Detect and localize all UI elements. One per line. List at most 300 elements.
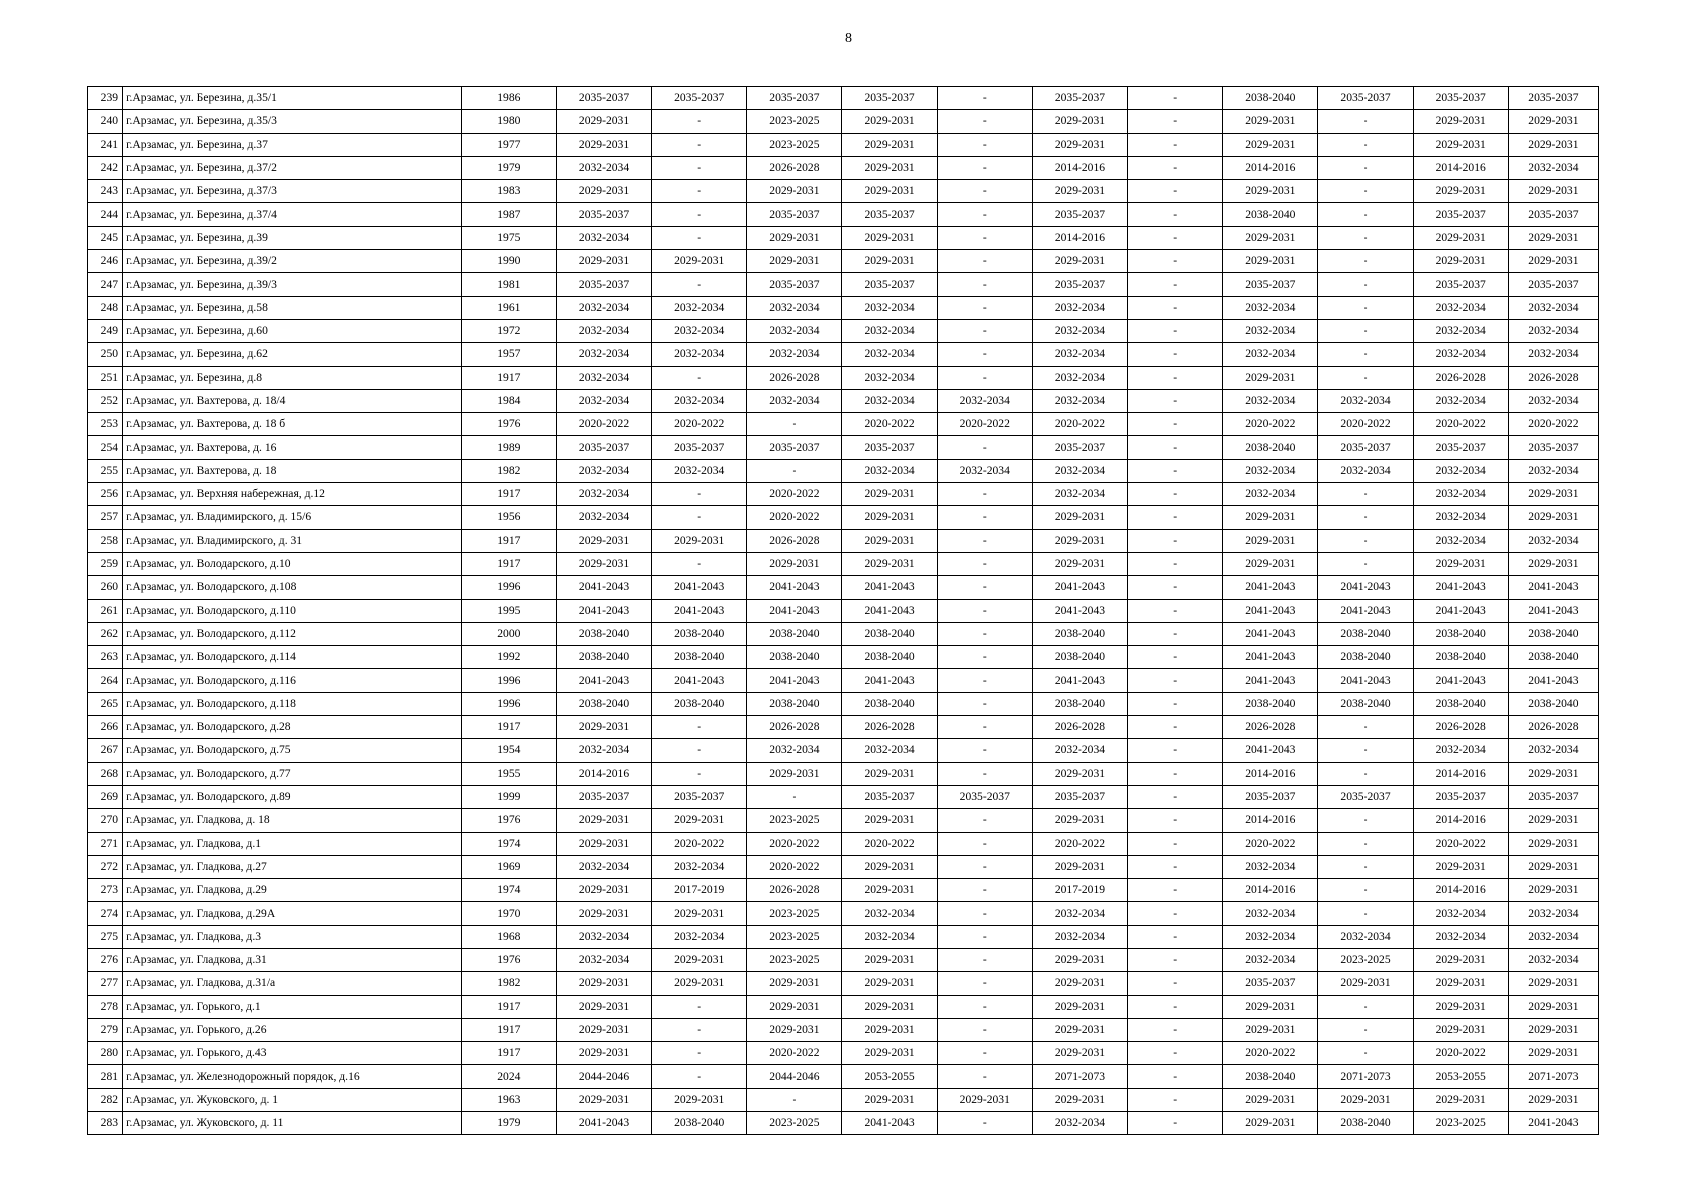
- period-col-6-cell: 2041-2043: [747, 669, 842, 692]
- year-built-cell: 1979: [461, 156, 556, 179]
- table-row: [88, 529, 1599, 552]
- period-col-12-cell: 2035-2037: [1318, 436, 1413, 459]
- period-col-5-cell: 2029-2031: [652, 1088, 747, 1111]
- period-col-13-cell: 2035-2037: [1413, 436, 1508, 459]
- period-col-7-cell: 2029-2031: [842, 762, 937, 785]
- period-col-4-cell: 2029-2031: [556, 1088, 651, 1111]
- period-col-4-cell: 2032-2034: [556, 506, 651, 529]
- address-cell: г.Арзамас, ул. Березина, д.60: [123, 319, 462, 342]
- address-cell: г.Арзамас, ул. Вахтерова, д. 16: [123, 436, 462, 459]
- period-col-6-cell: 2020-2022: [747, 855, 842, 878]
- period-col-5-cell: -: [652, 1065, 747, 1088]
- period-col-10-cell: -: [1128, 716, 1223, 739]
- period-col-12-cell: -: [1318, 483, 1413, 506]
- period-col-4-cell: 2032-2034: [556, 226, 651, 249]
- period-col-7-cell: 2038-2040: [842, 692, 937, 715]
- period-col-10-cell: -: [1128, 389, 1223, 412]
- period-col-13-cell: 2032-2034: [1413, 902, 1508, 925]
- address-cell: г.Арзамас, ул. Володарского, д.116: [123, 669, 462, 692]
- period-col-6-cell: 2029-2031: [747, 552, 842, 575]
- period-col-11-cell: 2029-2031: [1223, 110, 1318, 133]
- period-col-11-cell: 2038-2040: [1223, 203, 1318, 226]
- row-number-cell: 252: [88, 389, 123, 412]
- period-col-4-cell: 2035-2037: [556, 785, 651, 808]
- period-col-11-cell: 2038-2040: [1223, 436, 1318, 459]
- year-built-cell: 1986: [461, 87, 556, 110]
- year-built-cell: 1917: [461, 1042, 556, 1065]
- address-cell: г.Арзамас, ул. Владимирского, д. 31: [123, 529, 462, 552]
- period-col-4-cell: 2029-2031: [556, 1042, 651, 1065]
- period-col-5-cell: -: [652, 110, 747, 133]
- period-col-11-cell: 2035-2037: [1223, 972, 1318, 995]
- period-col-14-cell: 2032-2034: [1508, 459, 1598, 482]
- period-col-5-cell: 2038-2040: [652, 622, 747, 645]
- period-col-5-cell: 2032-2034: [652, 343, 747, 366]
- period-col-9-cell: 2020-2022: [1032, 413, 1127, 436]
- period-col-5-cell: 2032-2034: [652, 855, 747, 878]
- period-col-11-cell: 2020-2022: [1223, 413, 1318, 436]
- period-col-8-cell: -: [937, 180, 1032, 203]
- period-col-10-cell: -: [1128, 1088, 1223, 1111]
- year-built-cell: 1957: [461, 343, 556, 366]
- period-col-5-cell: -: [652, 226, 747, 249]
- row-number-cell: 241: [88, 133, 123, 156]
- period-col-12-cell: -: [1318, 366, 1413, 389]
- address-cell: г.Арзамас, ул. Володарского, д.89: [123, 785, 462, 808]
- period-col-12-cell: 2029-2031: [1318, 1088, 1413, 1111]
- period-col-5-cell: 2035-2037: [652, 87, 747, 110]
- period-col-12-cell: -: [1318, 226, 1413, 249]
- period-col-13-cell: 2032-2034: [1413, 925, 1508, 948]
- period-col-5-cell: -: [652, 1018, 747, 1041]
- period-col-8-cell: -: [937, 156, 1032, 179]
- year-built-cell: 1917: [461, 716, 556, 739]
- period-col-9-cell: 2032-2034: [1032, 902, 1127, 925]
- period-col-6-cell: 2035-2037: [747, 273, 842, 296]
- address-cell: г.Арзамас, ул. Володарского, д.75: [123, 739, 462, 762]
- period-col-9-cell: 2029-2031: [1032, 995, 1127, 1018]
- period-col-5-cell: 2032-2034: [652, 389, 747, 412]
- period-col-4-cell: 2029-2031: [556, 180, 651, 203]
- period-col-14-cell: 2029-2031: [1508, 110, 1598, 133]
- row-number-cell: 278: [88, 995, 123, 1018]
- table-row: [88, 389, 1599, 412]
- period-col-14-cell: 2032-2034: [1508, 343, 1598, 366]
- table-row: [88, 716, 1599, 739]
- period-col-10-cell: -: [1128, 669, 1223, 692]
- period-col-7-cell: 2053-2055: [842, 1065, 937, 1088]
- address-cell: г.Арзамас, ул. Жуковского, д. 1: [123, 1088, 462, 1111]
- period-col-4-cell: 2029-2031: [556, 552, 651, 575]
- period-col-10-cell: -: [1128, 739, 1223, 762]
- period-col-11-cell: 2029-2031: [1223, 133, 1318, 156]
- row-number-cell: 253: [88, 413, 123, 436]
- period-col-5-cell: -: [652, 552, 747, 575]
- period-col-9-cell: 2038-2040: [1032, 646, 1127, 669]
- row-number-cell: 250: [88, 343, 123, 366]
- period-col-8-cell: -: [937, 529, 1032, 552]
- period-col-7-cell: 2029-2031: [842, 250, 937, 273]
- period-col-11-cell: 2029-2031: [1223, 1018, 1318, 1041]
- period-col-5-cell: 2041-2043: [652, 669, 747, 692]
- period-col-9-cell: 2035-2037: [1032, 785, 1127, 808]
- period-col-9-cell: 2035-2037: [1032, 436, 1127, 459]
- period-col-13-cell: 2035-2037: [1413, 785, 1508, 808]
- period-col-12-cell: 2038-2040: [1318, 646, 1413, 669]
- period-col-8-cell: -: [937, 576, 1032, 599]
- period-col-8-cell: -: [937, 203, 1032, 226]
- period-col-11-cell: 2035-2037: [1223, 273, 1318, 296]
- period-col-5-cell: 2041-2043: [652, 576, 747, 599]
- period-col-5-cell: -: [652, 995, 747, 1018]
- period-col-9-cell: 2041-2043: [1032, 576, 1127, 599]
- year-built-cell: 1996: [461, 669, 556, 692]
- period-col-6-cell: 2023-2025: [747, 1112, 842, 1135]
- year-built-cell: 1996: [461, 576, 556, 599]
- period-col-5-cell: 2029-2031: [652, 250, 747, 273]
- period-col-9-cell: 2032-2034: [1032, 925, 1127, 948]
- table-row: [88, 250, 1599, 273]
- period-col-8-cell: -: [937, 250, 1032, 273]
- row-number-cell: 243: [88, 180, 123, 203]
- period-col-12-cell: -: [1318, 110, 1413, 133]
- period-col-9-cell: 2032-2034: [1032, 366, 1127, 389]
- period-col-9-cell: 2029-2031: [1032, 110, 1127, 133]
- period-col-7-cell: 2038-2040: [842, 622, 937, 645]
- period-col-6-cell: 2026-2028: [747, 366, 842, 389]
- address-cell: г.Арзамас, ул. Володарского, д.108: [123, 576, 462, 599]
- address-cell: г.Арзамас, ул. Гладкова, д.31/а: [123, 972, 462, 995]
- period-col-6-cell: 2029-2031: [747, 972, 842, 995]
- period-col-14-cell: 2029-2031: [1508, 879, 1598, 902]
- row-number-cell: 261: [88, 599, 123, 622]
- year-built-cell: 1970: [461, 902, 556, 925]
- period-col-4-cell: 2029-2031: [556, 133, 651, 156]
- period-col-11-cell: 2032-2034: [1223, 319, 1318, 342]
- period-col-10-cell: -: [1128, 552, 1223, 575]
- period-col-4-cell: 2029-2031: [556, 972, 651, 995]
- period-col-11-cell: 2041-2043: [1223, 739, 1318, 762]
- period-col-7-cell: 2035-2037: [842, 203, 937, 226]
- period-col-10-cell: -: [1128, 576, 1223, 599]
- year-built-cell: 1982: [461, 972, 556, 995]
- period-col-11-cell: 2041-2043: [1223, 669, 1318, 692]
- table-row: [88, 599, 1599, 622]
- period-col-12-cell: -: [1318, 273, 1413, 296]
- address-cell: г.Арзамас, ул. Володарского, д.110: [123, 599, 462, 622]
- period-col-12-cell: 2023-2025: [1318, 948, 1413, 971]
- period-col-10-cell: -: [1128, 809, 1223, 832]
- period-col-5-cell: -: [652, 156, 747, 179]
- period-col-5-cell: 2032-2034: [652, 925, 747, 948]
- period-col-13-cell: 2038-2040: [1413, 646, 1508, 669]
- period-col-9-cell: 2029-2031: [1032, 250, 1127, 273]
- period-col-11-cell: 2035-2037: [1223, 785, 1318, 808]
- period-col-8-cell: 2020-2022: [937, 413, 1032, 436]
- period-col-10-cell: -: [1128, 273, 1223, 296]
- year-built-cell: 2000: [461, 622, 556, 645]
- period-col-4-cell: 2041-2043: [556, 1112, 651, 1135]
- row-number-cell: 255: [88, 459, 123, 482]
- period-col-14-cell: 2035-2037: [1508, 203, 1598, 226]
- row-number-cell: 264: [88, 669, 123, 692]
- period-col-7-cell: 2029-2031: [842, 552, 937, 575]
- row-number-cell: 279: [88, 1018, 123, 1041]
- period-col-8-cell: -: [937, 762, 1032, 785]
- table-row: [88, 1112, 1599, 1135]
- period-col-12-cell: -: [1318, 529, 1413, 552]
- period-col-7-cell: 2035-2037: [842, 785, 937, 808]
- period-col-13-cell: 2041-2043: [1413, 669, 1508, 692]
- table-row: [88, 436, 1599, 459]
- period-col-14-cell: 2035-2037: [1508, 785, 1598, 808]
- period-col-8-cell: -: [937, 622, 1032, 645]
- period-col-7-cell: 2032-2034: [842, 459, 937, 482]
- period-col-5-cell: 2029-2031: [652, 972, 747, 995]
- period-col-5-cell: -: [652, 739, 747, 762]
- period-col-8-cell: -: [937, 110, 1032, 133]
- period-col-6-cell: 2026-2028: [747, 716, 842, 739]
- period-col-12-cell: 2041-2043: [1318, 599, 1413, 622]
- period-col-11-cell: 2032-2034: [1223, 948, 1318, 971]
- period-col-12-cell: 2035-2037: [1318, 785, 1413, 808]
- period-col-6-cell: -: [747, 1088, 842, 1111]
- period-col-8-cell: -: [937, 902, 1032, 925]
- period-col-13-cell: 2041-2043: [1413, 576, 1508, 599]
- period-col-10-cell: -: [1128, 156, 1223, 179]
- period-col-13-cell: 2053-2055: [1413, 1065, 1508, 1088]
- period-col-6-cell: 2032-2034: [747, 296, 842, 319]
- period-col-5-cell: 2032-2034: [652, 296, 747, 319]
- period-col-10-cell: -: [1128, 879, 1223, 902]
- period-col-4-cell: 2035-2037: [556, 203, 651, 226]
- period-col-13-cell: 2032-2034: [1413, 296, 1508, 319]
- period-col-8-cell: -: [937, 343, 1032, 366]
- period-col-13-cell: 2035-2037: [1413, 87, 1508, 110]
- period-col-4-cell: 2032-2034: [556, 948, 651, 971]
- period-col-13-cell: 2032-2034: [1413, 739, 1508, 762]
- period-col-7-cell: 2029-2031: [842, 506, 937, 529]
- period-col-7-cell: 2029-2031: [842, 879, 937, 902]
- period-col-7-cell: 2035-2037: [842, 87, 937, 110]
- period-col-7-cell: 2029-2031: [842, 855, 937, 878]
- table-row: [88, 459, 1599, 482]
- period-col-4-cell: 2032-2034: [556, 459, 651, 482]
- period-col-7-cell: 2026-2028: [842, 716, 937, 739]
- table-row: [88, 972, 1599, 995]
- address-cell: г.Арзамас, ул. Березина, д.39/2: [123, 250, 462, 273]
- year-built-cell: 1989: [461, 436, 556, 459]
- period-col-12-cell: -: [1318, 133, 1413, 156]
- period-col-8-cell: -: [937, 948, 1032, 971]
- period-col-11-cell: 2029-2031: [1223, 250, 1318, 273]
- period-col-8-cell: -: [937, 599, 1032, 622]
- period-col-14-cell: 2020-2022: [1508, 413, 1598, 436]
- period-col-14-cell: 2029-2031: [1508, 180, 1598, 203]
- period-col-6-cell: 2038-2040: [747, 646, 842, 669]
- period-col-6-cell: 2038-2040: [747, 692, 842, 715]
- period-col-10-cell: -: [1128, 110, 1223, 133]
- period-col-12-cell: -: [1318, 739, 1413, 762]
- period-col-11-cell: 2014-2016: [1223, 879, 1318, 902]
- period-col-7-cell: 2032-2034: [842, 925, 937, 948]
- address-cell: г.Арзамас, ул. Березина, д.8: [123, 366, 462, 389]
- period-col-14-cell: 2026-2028: [1508, 366, 1598, 389]
- period-col-14-cell: 2035-2037: [1508, 436, 1598, 459]
- period-col-5-cell: -: [652, 506, 747, 529]
- year-built-cell: 1974: [461, 879, 556, 902]
- period-col-8-cell: -: [937, 296, 1032, 319]
- address-cell: г.Арзамас, ул. Березина, д.39: [123, 226, 462, 249]
- year-built-cell: 1963: [461, 1088, 556, 1111]
- period-col-14-cell: 2038-2040: [1508, 692, 1598, 715]
- table-row: [88, 785, 1599, 808]
- period-col-6-cell: 2023-2025: [747, 902, 842, 925]
- period-col-11-cell: 2032-2034: [1223, 343, 1318, 366]
- table-row: [88, 1088, 1599, 1111]
- table-row: [88, 87, 1599, 110]
- period-col-10-cell: -: [1128, 622, 1223, 645]
- period-col-12-cell: -: [1318, 552, 1413, 575]
- address-cell: г.Арзамас, ул. Володарского, д.77: [123, 762, 462, 785]
- table-row: [88, 413, 1599, 436]
- table-body: [88, 87, 1599, 1135]
- address-cell: г.Арзамас, ул. Горького, д.43: [123, 1042, 462, 1065]
- period-col-8-cell: -: [937, 273, 1032, 296]
- period-col-14-cell: 2032-2034: [1508, 948, 1598, 971]
- period-col-5-cell: -: [652, 133, 747, 156]
- period-col-8-cell: -: [937, 832, 1032, 855]
- period-col-10-cell: -: [1128, 902, 1223, 925]
- period-col-14-cell: 2035-2037: [1508, 273, 1598, 296]
- period-col-4-cell: 2032-2034: [556, 156, 651, 179]
- period-col-7-cell: 2032-2034: [842, 902, 937, 925]
- period-col-4-cell: 2032-2034: [556, 483, 651, 506]
- period-col-5-cell: 2038-2040: [652, 1112, 747, 1135]
- period-col-10-cell: -: [1128, 203, 1223, 226]
- period-col-14-cell: 2032-2034: [1508, 902, 1598, 925]
- table-row: [88, 366, 1599, 389]
- row-number-cell: 274: [88, 902, 123, 925]
- row-number-cell: 246: [88, 250, 123, 273]
- period-col-6-cell: 2032-2034: [747, 343, 842, 366]
- year-built-cell: 1917: [461, 529, 556, 552]
- address-cell: г.Арзамас, ул. Гладкова, д.29: [123, 879, 462, 902]
- period-col-9-cell: 2029-2031: [1032, 972, 1127, 995]
- period-col-13-cell: 2029-2031: [1413, 110, 1508, 133]
- year-built-cell: 1975: [461, 226, 556, 249]
- address-cell: г.Арзамас, ул. Железнодорожный порядок, д.16: [123, 1065, 462, 1088]
- period-col-5-cell: 2035-2037: [652, 436, 747, 459]
- period-col-14-cell: 2029-2031: [1508, 855, 1598, 878]
- period-col-11-cell: 2032-2034: [1223, 389, 1318, 412]
- period-col-12-cell: -: [1318, 716, 1413, 739]
- period-col-5-cell: -: [652, 203, 747, 226]
- period-col-4-cell: 2029-2031: [556, 902, 651, 925]
- period-col-11-cell: 2029-2031: [1223, 1088, 1318, 1111]
- period-col-4-cell: 2041-2043: [556, 669, 651, 692]
- period-col-8-cell: -: [937, 1065, 1032, 1088]
- period-col-8-cell: -: [937, 366, 1032, 389]
- period-col-9-cell: 2038-2040: [1032, 622, 1127, 645]
- row-number-cell: 244: [88, 203, 123, 226]
- period-col-12-cell: -: [1318, 762, 1413, 785]
- period-col-6-cell: 2020-2022: [747, 1042, 842, 1065]
- period-col-11-cell: 2029-2031: [1223, 552, 1318, 575]
- period-col-6-cell: 2026-2028: [747, 529, 842, 552]
- period-col-8-cell: -: [937, 506, 1032, 529]
- row-number-cell: 282: [88, 1088, 123, 1111]
- period-col-12-cell: 2029-2031: [1318, 972, 1413, 995]
- period-col-13-cell: 2032-2034: [1413, 389, 1508, 412]
- period-col-7-cell: 2029-2031: [842, 483, 937, 506]
- period-col-12-cell: -: [1318, 809, 1413, 832]
- period-col-5-cell: 2038-2040: [652, 646, 747, 669]
- period-col-14-cell: 2032-2034: [1508, 296, 1598, 319]
- period-col-13-cell: 2041-2043: [1413, 599, 1508, 622]
- period-col-12-cell: -: [1318, 855, 1413, 878]
- period-col-6-cell: 2029-2031: [747, 995, 842, 1018]
- period-col-6-cell: 2020-2022: [747, 832, 842, 855]
- period-col-4-cell: 2029-2031: [556, 250, 651, 273]
- address-cell: г.Арзамас, ул. Вахтерова, д. 18: [123, 459, 462, 482]
- period-col-12-cell: -: [1318, 832, 1413, 855]
- period-col-8-cell: 2032-2034: [937, 389, 1032, 412]
- period-col-10-cell: -: [1128, 296, 1223, 319]
- address-cell: г.Арзамас, ул. Березина, д.62: [123, 343, 462, 366]
- period-col-4-cell: 2032-2034: [556, 343, 651, 366]
- period-col-6-cell: 2023-2025: [747, 133, 842, 156]
- period-col-11-cell: 2032-2034: [1223, 902, 1318, 925]
- period-col-13-cell: 2029-2031: [1413, 995, 1508, 1018]
- year-built-cell: 1954: [461, 739, 556, 762]
- period-col-10-cell: -: [1128, 855, 1223, 878]
- period-col-10-cell: -: [1128, 506, 1223, 529]
- period-col-7-cell: 2029-2031: [842, 1018, 937, 1041]
- year-built-cell: 1917: [461, 1018, 556, 1041]
- period-col-8-cell: 2032-2034: [937, 459, 1032, 482]
- period-col-14-cell: 2029-2031: [1508, 483, 1598, 506]
- period-col-11-cell: 2038-2040: [1223, 87, 1318, 110]
- address-cell: г.Арзамас, ул. Гладкова, д. 18: [123, 809, 462, 832]
- period-col-11-cell: 2032-2034: [1223, 483, 1318, 506]
- year-built-cell: 1955: [461, 762, 556, 785]
- period-col-8-cell: -: [937, 739, 1032, 762]
- year-built-cell: 1992: [461, 646, 556, 669]
- period-col-8-cell: -: [937, 855, 1032, 878]
- period-col-4-cell: 2038-2040: [556, 692, 651, 715]
- period-col-14-cell: 2029-2031: [1508, 250, 1598, 273]
- period-col-7-cell: 2029-2031: [842, 156, 937, 179]
- period-col-14-cell: 2032-2034: [1508, 529, 1598, 552]
- table-row: [88, 319, 1599, 342]
- row-number-cell: 242: [88, 156, 123, 179]
- period-col-12-cell: 2038-2040: [1318, 692, 1413, 715]
- period-col-14-cell: 2032-2034: [1508, 319, 1598, 342]
- year-built-cell: 1917: [461, 366, 556, 389]
- period-col-13-cell: 2029-2031: [1413, 552, 1508, 575]
- period-col-14-cell: 2029-2031: [1508, 1088, 1598, 1111]
- row-number-cell: 270: [88, 809, 123, 832]
- table-row: [88, 925, 1599, 948]
- period-col-7-cell: 2029-2031: [842, 809, 937, 832]
- period-col-8-cell: -: [937, 436, 1032, 459]
- period-col-5-cell: -: [652, 716, 747, 739]
- period-col-10-cell: -: [1128, 319, 1223, 342]
- period-col-8-cell: -: [937, 133, 1032, 156]
- row-number-cell: 254: [88, 436, 123, 459]
- period-col-14-cell: 2038-2040: [1508, 646, 1598, 669]
